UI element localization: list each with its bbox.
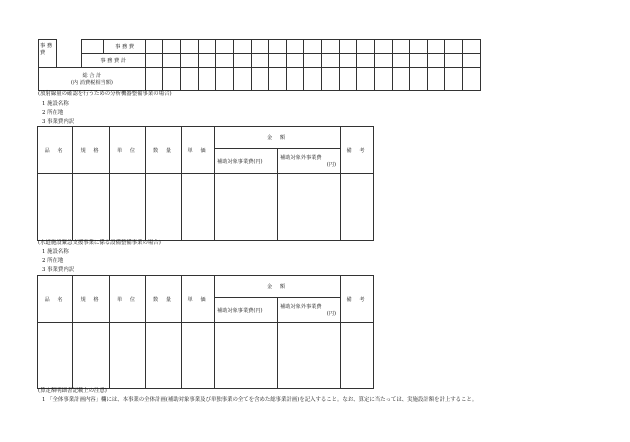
- section2-item-location: 2 所在地: [42, 258, 64, 264]
- col-tanka: 単 価: [182, 127, 215, 174]
- col-hojo: 補助対象事業費(円): [215, 149, 278, 174]
- section2-item-breakdown: 3 事業費内訳: [42, 267, 75, 273]
- col-hinmei: 品 名: [38, 276, 73, 323]
- notes-heading: (算定額明細書記載上の注意): [38, 388, 107, 394]
- col-kingaku: 金 額: [215, 127, 341, 149]
- jimuhi-row-label: 事 務 費: [104, 40, 146, 54]
- col-biko: 備 考: [341, 276, 374, 323]
- col-biko: 備 考: [341, 127, 374, 174]
- section1-item-location: 2 所在地: [42, 110, 64, 116]
- section1-heading: (放射線量の確認を行うための分析機器整備事業の場合): [38, 91, 172, 97]
- col-hojo: 補助対象事業費(円): [215, 298, 278, 323]
- col-tanka: 単 価: [182, 276, 215, 323]
- col-hinmei: 品 名: [38, 127, 73, 174]
- top-cost-table: [38, 39, 481, 91]
- col-hojogai: 補助対象外事業費 (円): [278, 298, 341, 323]
- section1-item-facility: 1 施設名称: [42, 101, 69, 107]
- grand-total-label: 総 合 計 (内 消費税相当額): [39, 68, 146, 91]
- col-kingaku: 金 額: [215, 276, 341, 298]
- col-hojogai: 補助対象外事業費 (円): [278, 149, 341, 174]
- grand-total-tax-note: (内 消費税相当額): [70, 80, 113, 86]
- section2-heading: (水道施設緊急支援事業に係る設備整備事業の場合): [38, 240, 161, 246]
- section1-item-breakdown: 3 事業費内訳: [42, 119, 75, 125]
- col-suryo: 数 量: [146, 276, 182, 323]
- col-tani: 単 位: [110, 276, 146, 323]
- jimuhi-total-label: 事 務 費 計: [81, 54, 145, 68]
- section1-breakdown-table: [37, 126, 374, 241]
- col-suryo: 数 量: [146, 127, 182, 174]
- col-kikaku: 規 格: [73, 127, 110, 174]
- section2-item-facility: 1 施設名称: [42, 249, 69, 255]
- col-tani: 単 位: [110, 127, 146, 174]
- jimuhi-label: 事 務 費: [39, 40, 57, 68]
- col-kikaku: 規 格: [73, 276, 110, 323]
- section2-breakdown-table: [37, 275, 374, 389]
- notes-item-1: 1 「全体事業計画内容」欄には、本事業の全体計画(補助対象事業及び単独事業の全てを含めた総事業計画)を記入すること。なお、算定に当たっては、実施設計額を計上すること。: [42, 397, 478, 403]
